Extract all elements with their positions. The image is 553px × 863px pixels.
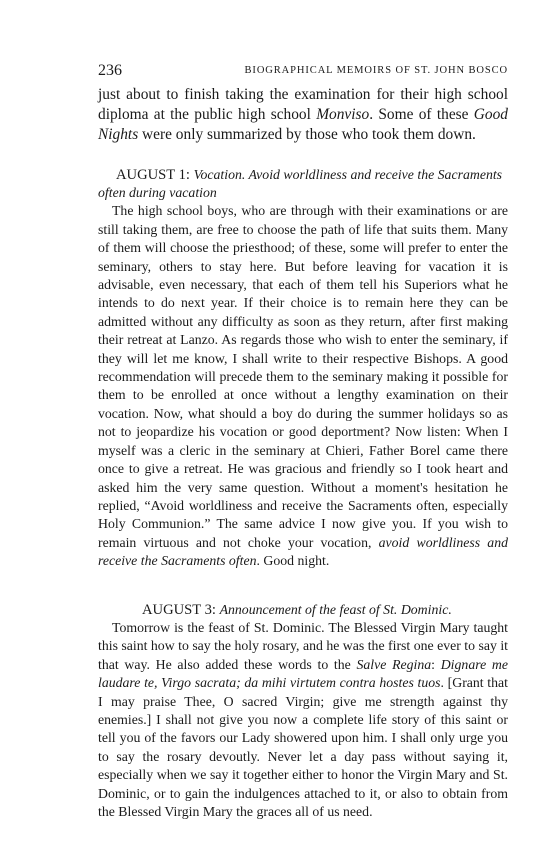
section-title: Announcement of the feast of St. Dominic. — [219, 601, 452, 617]
running-head — [98, 62, 508, 82]
prayer-name: Salve Regina — [356, 656, 432, 672]
section-date: AUGUST 1: — [116, 166, 194, 183]
running-title: BIOGRAPHICAL MEMOIRS OF ST. JOHN BOSCO — [244, 65, 508, 76]
intro-paragraph: just about to finish taking the examination for their high school diploma at the public high school Monviso. Some of these Good Nights were only summarized by those who took them down. — [98, 86, 508, 144]
latin-quote: Dignare me laudare te, Virgo sacrata; da mihi virtutem contra hostes tuos — [98, 656, 508, 691]
good-nights-term: Good Nights — [98, 106, 508, 144]
spacer — [98, 146, 508, 166]
page-number: 236 — [98, 62, 122, 79]
section-heading-august-3 — [98, 601, 508, 619]
school-name: Monviso — [316, 106, 370, 124]
text-block — [98, 85, 508, 821]
section-body-august-1: The high school boys, who are through with their examinations or are still taking them, are free to choose the path of life that suits them. Many of them will choose the priesthood; of these, some will prefer to enter the seminary, others to stay here. But before leaving for vacation it is advisable, even necessary, that each of them tell his Superiors what he intends to do next year. If their choice is to remain here they can be admitted without any difficulty as soon as they return, after first making their retreat at Lanzo. As regards those who wish to enter the seminary, if they will let me know, I shall write to their respective Bishops. A good recommendation will precede them to the seminary making it possible for them to be enrolled at once without a lengthy examination on their vocation. Now, what should a boy do during the summer holidays so as not to jeopardize his vocation or good deportment? Now listen: When I myself was a cleric in the seminary at Chieri, Father Borel came there once to give a retreat. He was gracious and friendly so I took heart and asked him the very same question. Without a moment's hesitation he replied, “Avoid worldliness and receive the Sacraments often, especially Holy Communion.” The same advice I now give you. If you wish to remain virtuous and not choke your vocation, avoid worldliness and receive the Sacraments often. Good night. — [98, 203, 509, 569]
section-date: AUGUST 3: — [142, 601, 220, 618]
spacer — [98, 571, 508, 601]
section-body-august-3: Tomorrow is the feast of St. Dominic. The Blessed Virgin Mary taught this saint how to say the holy rosary, and he was the first one ever to say it that way. He also added these words to the Salve Regina: Dignare me laudare te, Virgo sacrata; da mihi virtutem contra hostes tuos. [Grant that I may praise Thee, O sacred Virgin; give me strength against thy enemies.] I shall not give you now a complete life story of this saint or tell you of the favors our Lady showered upon him. I shall only urge you to say the rosary devoutly. Never let a day pass without saying it, especially when we say it together either to honor the Virgin Mary and St. Dominic, or to gain the indulgences attached to it, or also to obtain from the Blessed Virgin Mary the graces all of us need. — [98, 619, 508, 820]
section-title: Vocation. Avoid worldliness and receive the Sacraments often during vacation — [98, 166, 503, 201]
emphasis-text: avoid worldliness and receive the Sacraments often — [98, 534, 509, 569]
section-heading-august-1 — [98, 166, 508, 203]
